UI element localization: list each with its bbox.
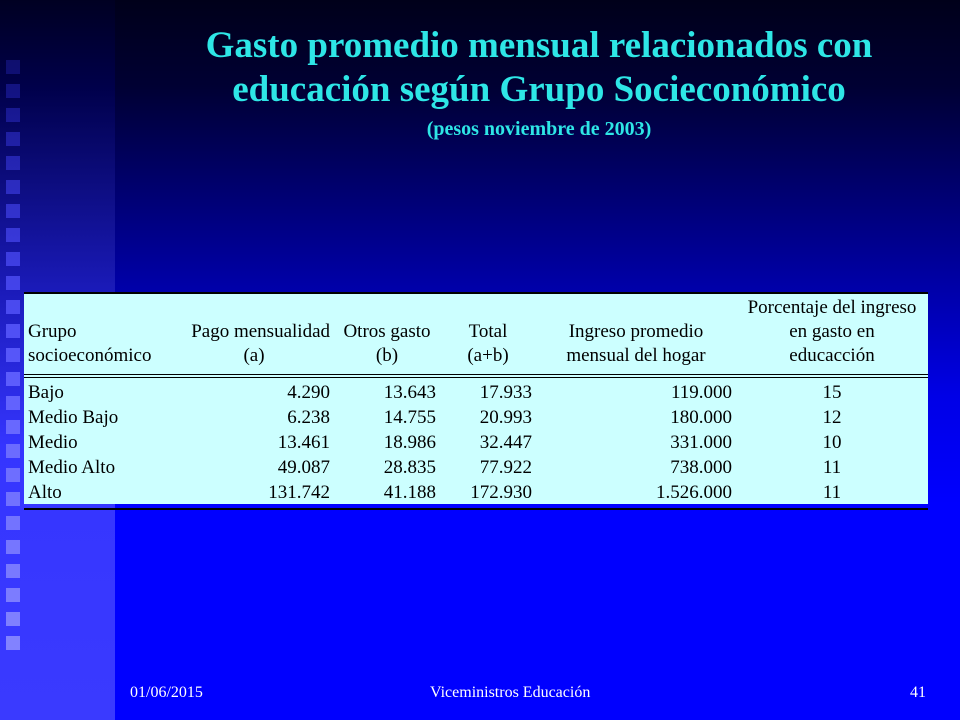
decorative-square bbox=[6, 516, 20, 530]
cell-pct: 10 bbox=[822, 432, 842, 453]
decorative-square bbox=[6, 372, 20, 386]
cell-pago: 131.742 bbox=[174, 480, 334, 509]
decorative-square bbox=[6, 60, 20, 74]
decorative-square bbox=[6, 396, 20, 410]
cell-pct: 12 bbox=[822, 407, 842, 428]
cell-grupo: Medio bbox=[28, 432, 78, 453]
table-row bbox=[24, 376, 928, 405]
decorative-squares bbox=[6, 60, 26, 660]
header-ingreso-line1: Ingreso promedio bbox=[568, 321, 704, 342]
footer-page-number: 41 bbox=[910, 684, 926, 701]
header-pct-line1: Porcentaje del ingreso bbox=[736, 293, 928, 320]
header-total-line1: Total bbox=[468, 321, 508, 342]
decorative-square bbox=[6, 324, 20, 338]
cell-pct: 11 bbox=[822, 457, 842, 478]
footer-date: 01/06/2015 bbox=[130, 684, 203, 701]
decorative-square bbox=[6, 276, 20, 290]
decorative-square bbox=[6, 636, 20, 650]
slide-subtitle: (pesos noviembre de 2003) bbox=[426, 118, 652, 140]
cell-pago: 49.087 bbox=[277, 457, 330, 478]
table-row bbox=[24, 480, 928, 509]
cell-grupo: Bajo bbox=[24, 376, 174, 405]
cell-ingreso: 119.000 bbox=[536, 376, 736, 405]
header-pct-line2: en gasto en bbox=[789, 321, 875, 342]
cell-pct: 11 bbox=[736, 480, 928, 509]
cell-total: 32.447 bbox=[479, 432, 532, 453]
cell-ingreso: 331.000 bbox=[670, 432, 732, 453]
cell-grupo: Medio Bajo bbox=[28, 407, 119, 428]
cell-total: 77.922 bbox=[479, 457, 532, 478]
decorative-square bbox=[6, 156, 20, 170]
cell-pago: 6.238 bbox=[287, 407, 330, 428]
decorative-square bbox=[6, 612, 20, 626]
table-header-row-3 bbox=[24, 344, 928, 376]
cell-total: 17.933 bbox=[440, 376, 536, 405]
cell-ingreso: 180.000 bbox=[670, 407, 732, 428]
decorative-square bbox=[6, 444, 20, 458]
header-grupo-line1: Grupo bbox=[28, 321, 77, 342]
cell-ingreso: 1.526.000 bbox=[536, 480, 736, 509]
decorative-square bbox=[6, 108, 20, 122]
decorative-square bbox=[6, 84, 20, 98]
header-total-line2: (a+b) bbox=[467, 345, 509, 366]
decorative-square bbox=[6, 492, 20, 506]
cell-total: 172.930 bbox=[440, 480, 536, 509]
table-header-row-1 bbox=[24, 293, 928, 320]
header-pago-line2: (a) bbox=[243, 345, 265, 366]
table-header-row-2 bbox=[24, 320, 928, 344]
slide-title bbox=[118, 24, 960, 144]
cell-otros: 13.643 bbox=[334, 376, 440, 405]
header-pct-line3: educacción bbox=[789, 345, 875, 366]
decorative-square bbox=[6, 420, 20, 434]
table-row bbox=[24, 455, 928, 480]
cell-total: 20.993 bbox=[479, 407, 532, 428]
decorative-square bbox=[6, 204, 20, 218]
decorative-square bbox=[6, 588, 20, 602]
decorative-square bbox=[6, 348, 20, 362]
data-table bbox=[24, 292, 928, 510]
footer-title: Viceministros Educación bbox=[430, 684, 591, 701]
header-pago-line1: Pago mensualidad bbox=[191, 321, 330, 342]
decorative-square bbox=[6, 132, 20, 146]
cell-ingreso: 738.000 bbox=[670, 457, 732, 478]
header-grupo-line2: socioeconómico bbox=[28, 345, 152, 366]
cell-grupo: Alto bbox=[24, 480, 174, 509]
decorative-square bbox=[6, 252, 20, 266]
decorative-square bbox=[6, 468, 20, 482]
decorative-square bbox=[6, 300, 20, 314]
cell-otros: 18.986 bbox=[383, 432, 436, 453]
table-row bbox=[24, 430, 928, 455]
cell-pct: 15 bbox=[736, 376, 928, 405]
header-ingreso-line2: mensual del hogar bbox=[566, 345, 706, 366]
cell-otros: 14.755 bbox=[383, 407, 436, 428]
cell-grupo: Medio Alto bbox=[28, 457, 116, 478]
table-row bbox=[24, 405, 928, 430]
data-table-container bbox=[24, 292, 928, 504]
cell-otros: 41.188 bbox=[334, 480, 440, 509]
cell-otros: 28.835 bbox=[383, 457, 436, 478]
decorative-square bbox=[6, 228, 20, 242]
cell-pago: 4.290 bbox=[174, 376, 334, 405]
title-line-2: educación según Grupo Socieconómico bbox=[232, 69, 846, 110]
decorative-square bbox=[6, 180, 20, 194]
decorative-square bbox=[6, 564, 20, 578]
title-line-1: Gasto promedio mensual relacionados con bbox=[205, 25, 873, 66]
header-otros-line1: Otros gasto bbox=[343, 321, 431, 342]
decorative-square bbox=[6, 540, 20, 554]
header-otros-line2: (b) bbox=[375, 345, 399, 366]
cell-pago: 13.461 bbox=[277, 432, 330, 453]
